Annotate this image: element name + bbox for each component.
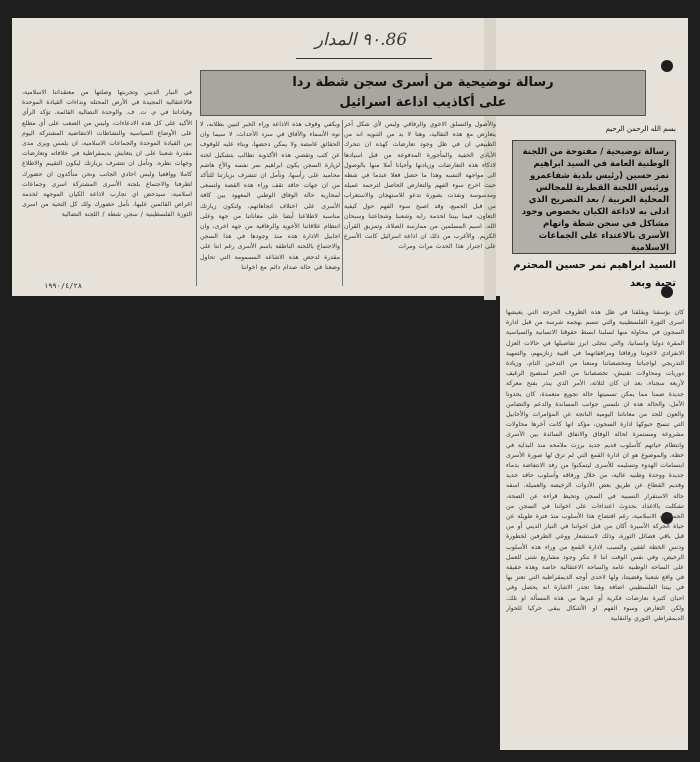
basmala-line: بسم الله الرحمن الرحيم	[605, 125, 676, 133]
article-column-4: كان يؤسفنا ويقلقنا في ظل هذه الظروف الحرجة التي يعيشها اسرى الثورة الفلسطينية والتي تتسم بهجمة شرسة من قبل ادارة السجون في محاولة منها لسلبنا ابسط حقوقنا الانسانية والسياسية المقرة دوليا وانسانيا، والتي تتجلى ابرز تفاصيلها في حالات العزل الانفرادي لاخوتنا ورفاقنا ومرافقاتهما في اقبية زنازينهم، والتمهيد التدريجي لواجباتنا ومخصصاتنا ومنعنا من التدخين التام، وزيادة دوريات ومحاولات تقتيش، تخصصاتنا من الخبز لمنصيح الرغيف لأربعة سجناء، بعد ان كان لثلاثة، الأمر الذي ينذر بفتح معركة جديدة ضمنا مما يمكن تسميتها حالة تجويع متعمدة، كان يحدونا الأمل، والحالة هذه ان نلتمس جوانب المساندة والدعم والتضامن والعون للحد من معاناتنا اليومية الناتجة عن المؤامرات والأحابيل التي تنسج حبوكها ادارة السجون، مؤكد انها كانت آخرها محاولات مشروعة ومستمرة لحالة الوفاق والاتفاق السائدة بين الأسرى وانتظام حياتهم كأسلوب قديم جديد برزت ملامحه منذ البداية في خطة، والموضوع هو ان ادارة القمع التي لم ترق لها صورة الأسرى ابتسامات الهدوء وتسليمه للأسرى ليتمكنوا من رفد الانتفاضة بدماء جديدة ووحدة وطنيه عالية، من خلال ورفاقه وأسلوب حاقد جديد وقديم القطاع عن طريق بعض الأدوات الرخيصة والعميلة، اسفه حالة الاستقرار النسبية في السجن وتحيط قراءه عن الصحة، تشكلت بالاعداد بحدوث اعتداءات على اخواننا في السجن من الجماعات الاسلامية، رغم افتضاح هذا الأسلوب منذ فترة طويلة عن حياة الحركة الأسيرة أكان من قبل اخواننا في التيار الديني أو من قبل باقي فصائل الثورة، وذلك لاستشعار ووعي الطرفين لخطورة ودنس الخطة لقفين والسبب لادارة القمع من وراء هذه الأسلوب الرخيص، وفي نفس الوقت اننا لا ننكر وجود مشاريع شتى للعمل على الساحة الوطنية عامة والساحة الاعتقالية خاصة وهذه حقيقة في واقع شعبنا وقضيتنا، ولها لاحدى أوجه الديمقراطية التي تعتز بها في بيتنا الفلسطيني اضافة وهنا تجدر الاشارة انه يحصل وفي احيان كثيرة تعارضات فكرية أو غيرها من هذه المسألة او تلك، ولكن التعارض وسوء الفهم او الأشكال يبقى حركيا للحوار الديمقراطي الثوري والنقابية	[506, 309, 684, 623]
handwritten-underline	[296, 58, 432, 59]
greeting-line: تحية وبعد	[630, 278, 676, 289]
subheading-box: رسالة توضيحية / مفتوحة من اللجنة الوطنية العامة في السيد ابراهيم نمر حسين (رئيس بلدية شفاعمرو ورئيس اللجنة القطرية للمجالس المحلية العربية / بعد التصريح الذي ادلى به لاذاعة الكيان بخصوص وجود مشاكل في سجن شطة واتهام الأسرى بالاعتداء على الجماعات الاسلامية	[512, 140, 676, 254]
headline-line-2: على أكاذيب اذاعة اسرائيل	[339, 95, 507, 110]
column-divider	[196, 120, 197, 286]
article-column-1: في التيار الديني وتجربتها وصلتها من معتقداتنا الاسلامية، فالاعتقالية المجيدة في الأرض المحتلة ونداءات القيادة الموحدة وقياداتنا في م. ت. ف. والوحدة النضالية القائمة، تؤكد الرأي الأكيد على كل هذه الادعاءات، وليس من الصعب على أي مطلع على الأوضاع السياسية والنشاطات الانتفاضية المشتركة اليوم بين القيادة الموحدة والجماعات الاسلامية، ان يلمس ويرى مدى مقدرة شعبنا على ان يتعايش بديمقراطية في خلافاته وتعارضات وجهات نظره. وتأمل ان تتشرف بزيارتك ليكون التقييم والاطلاع كاملا وواقعيا وليس احادي الجانب ونحن متأكدون ان حضورك لطرفنا والاجتماع بلجنة الأسرى المشتركة اسرى وجماعات اسلامية، سيدحض اي تجارب لاذاعة الكيان الموجهة لخدمة اغراض القائمين عليها، نأمل حضورك ولك كل التحية من اسرى الثورة الفلسطينية / سجن شطة / اللجنة النضالية	[22, 89, 192, 219]
column-divider	[342, 120, 343, 286]
print-date: ١٩٩٠/٤/٢٨	[44, 282, 82, 290]
headline-banner	[200, 70, 646, 116]
article-column-3: والأصول والتسلق الاخوي والرفاقي وليس لأي شكل آخر يتعارض مع هذه التقاليد، وهنا لا بد من التنويه انه من الطبيعي ان في ظل وجود تعارضات كهذه ان تتحرك الأيادي الخفية والمأجورة المدفوعة من قبل اسيادها لاذكاء هذه التعارضات وزيادتها وأحيانا أملا منها بالوصول الى مواجهة التشبه وهذا ما حصل فعلا عندما في شطة حيث اخرج سوء الفهم والتعارض الحاصل لترجمة عميلة ومدسوسة ونفذت بصورة تدعو للاستهجان والاستغراب من قبل الجميع، وقد اصبح سوء الفهم حول كيفية التعاون، فيما بيننا لخدمة راية وشعبنا وشجاعتنا وسبحان الله. اسيم المسلمين من ممارسة الصلاة، وتمزيق القرآن الكريم. والأغرب من ذلك ان اذاعة اسرائيل كانت الأسرع على اجترار هذا الحدث مرات ومرات	[344, 121, 496, 251]
article-column-2: ويكفي وقوف هذه الاذاعة وراء الخبر لتبين بطلانه، لا توه الأسماء والأفاق في سرد الأحداث، لا سيما وان الحقائق غامضة ولا يمكن دحضها، وبناء عليه للوقوف عن كثب وتقصي هذه الأكذوبة نطالب بتشكيل لجنة لزيارة السجن يكون ابراهيم نمر نفسه والأخ هاشم محاميد على رأسها، وتأمل ان تتشرف بزيارتنا للتأكد من ان جهات حاقد تقف وراء هذه القصة ولتسعى لمحاربة حالة الوفاق الوطني المعهود بين كافة الأسرى على اختلاف اتجاهاتهم، ولتكون زيارتك مناسبة لاطلاعنا أيضا على معاناتنا من جهة وعلى انتظام علاقاتنا الأخوية والرفاقية من جهة اخرى، وان اجابيل الادارة هذه منذ وجودها في هذا السجن والاجتماع باللجنة الناطقة باسم الأسرى رغم انتا على مقدرة لدحض هذه الاشاعة المسمومة التي تحاول وضعنا في حالة صدام دائم مع اخواننا	[200, 121, 340, 271]
punch-hole	[661, 60, 673, 72]
headline-line-1: رسالة توضيحية من أسرى سجن شطة ردا	[292, 75, 554, 90]
addressee-name: السيد ابراهيم نمر حسين المحترم	[513, 260, 676, 271]
handwritten-date: 86.٩٠ المدار	[314, 30, 408, 50]
